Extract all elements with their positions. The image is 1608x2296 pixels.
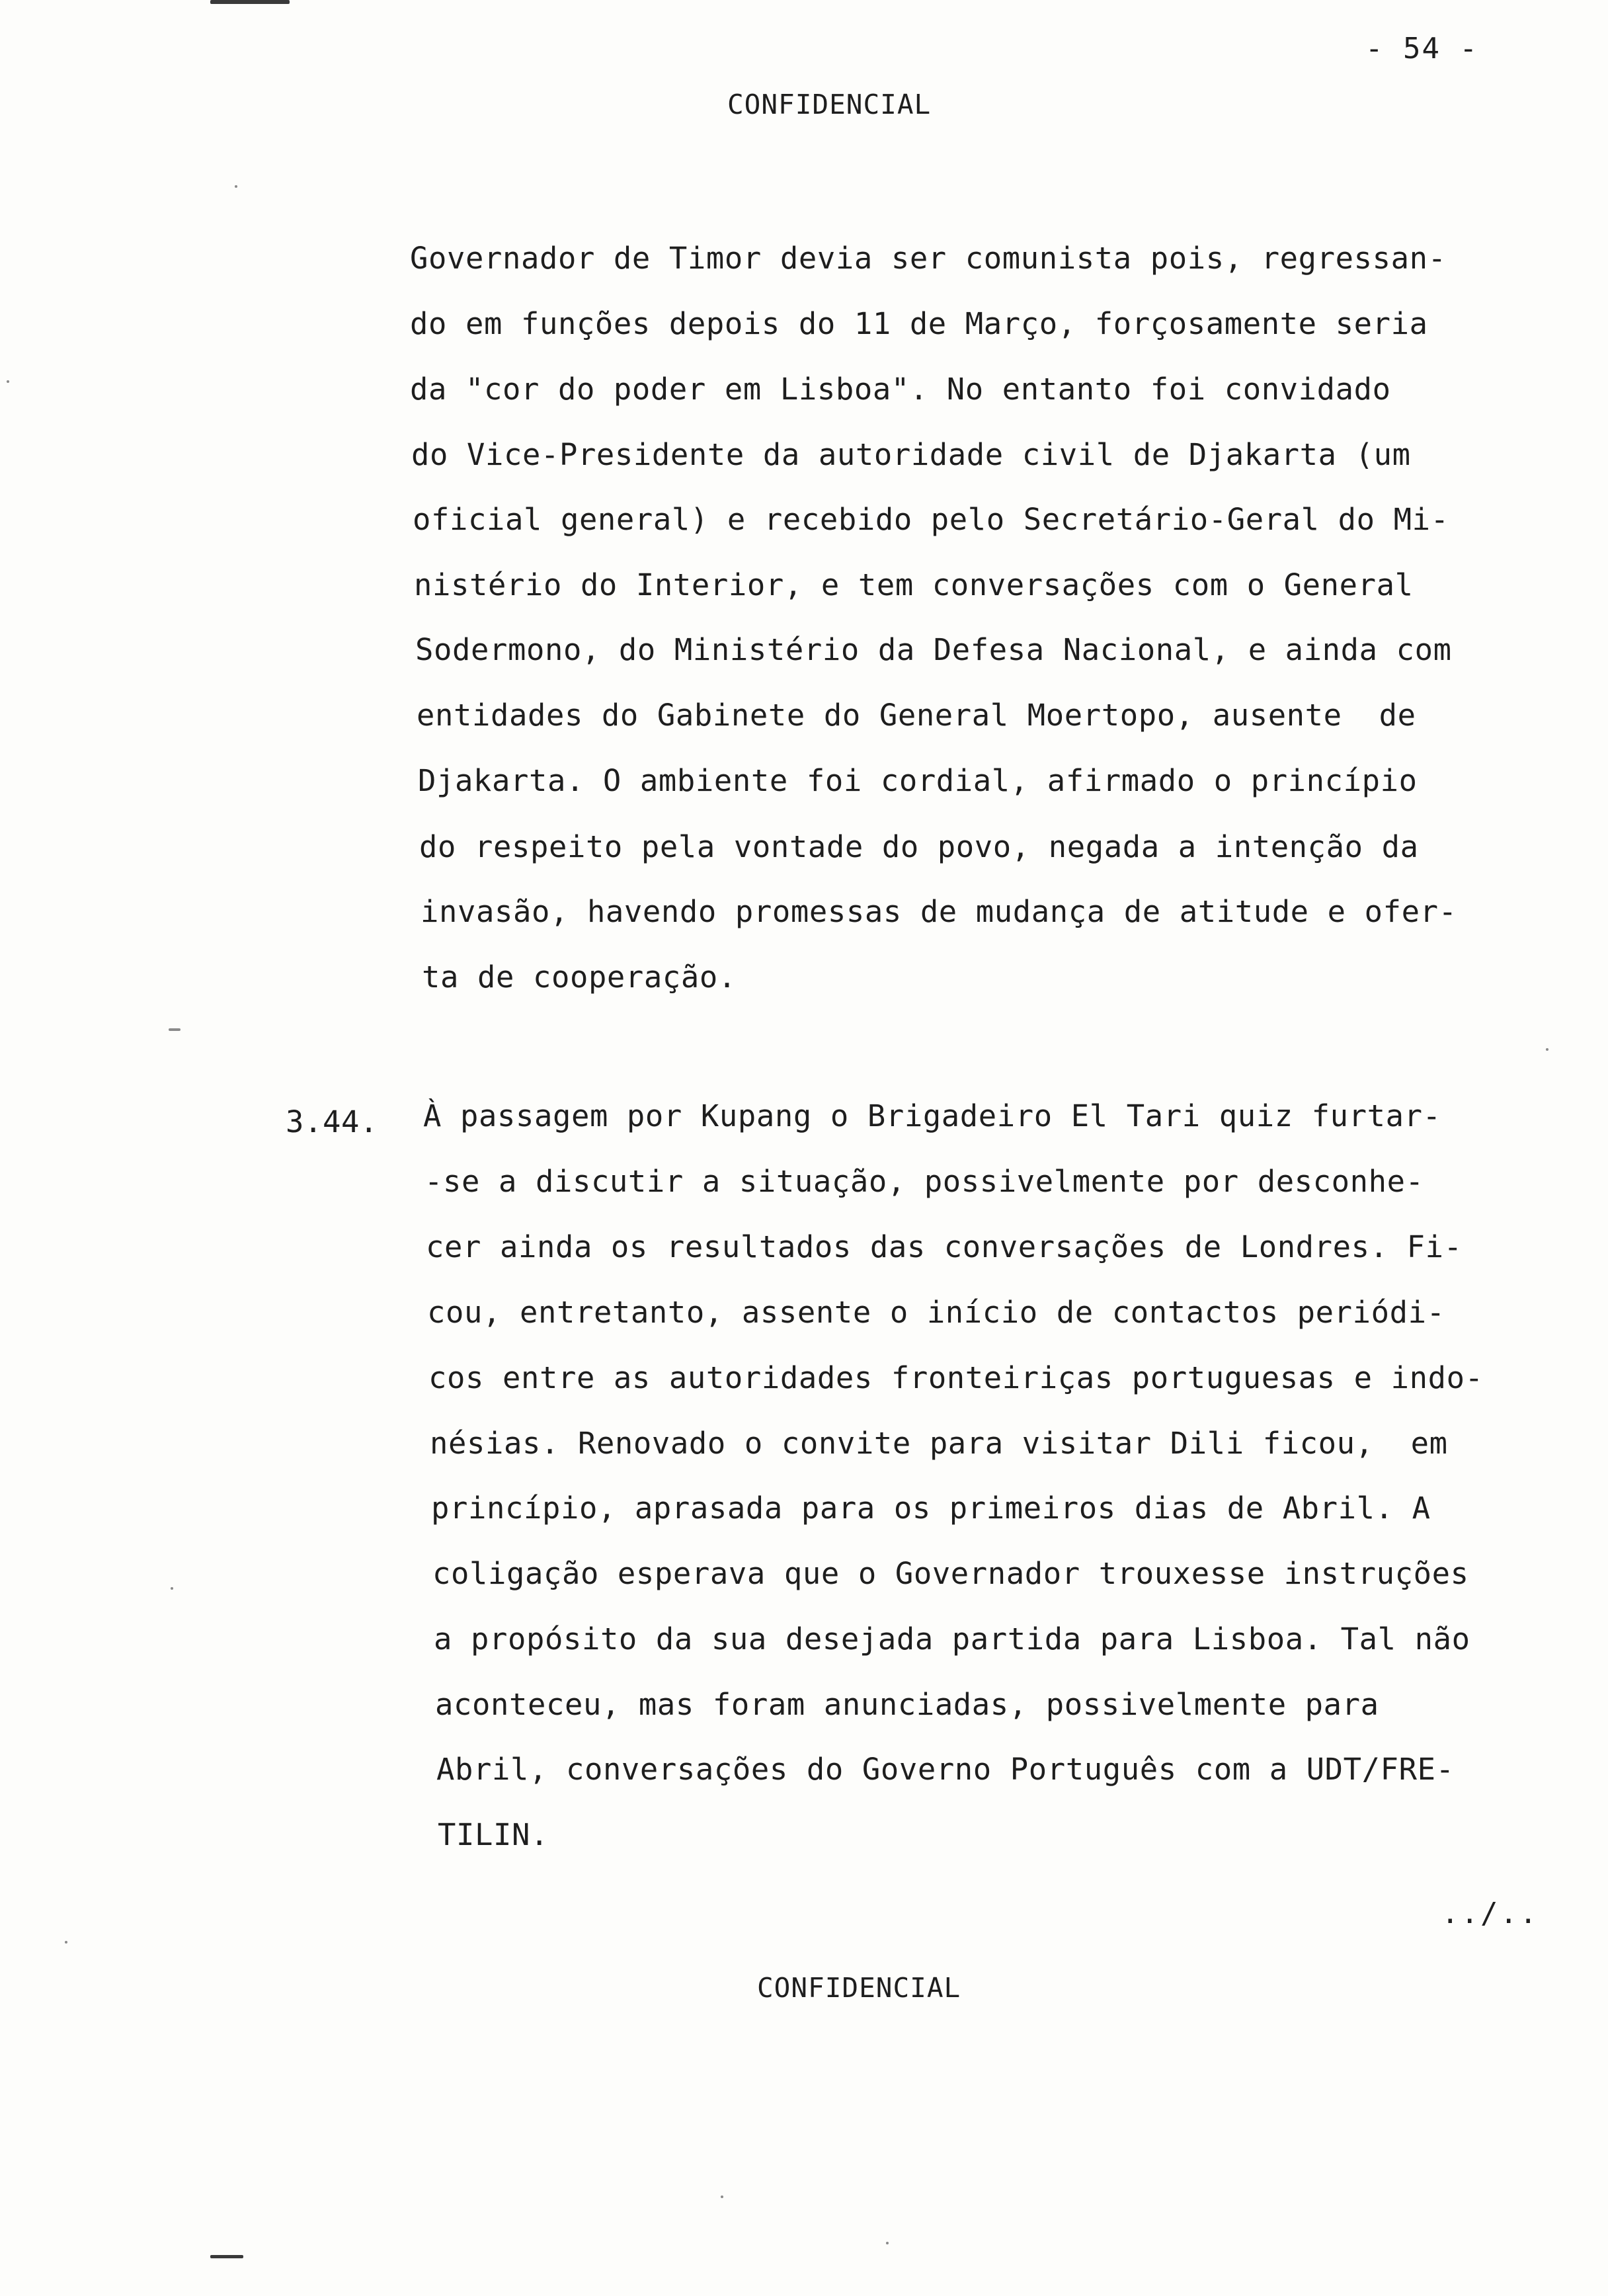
text-line: do respeito pela vontade do povo, negada a intenção da [419, 829, 1419, 864]
text-line: oficial general) e recebido pelo Secretário-Geral do Mi- [413, 502, 1449, 537]
text-line: nésias. Renovado o convite para visitar Dili ficou, em [430, 1426, 1448, 1461]
text-line: Djakarta. O ambiente foi cordial, afirmado o princípio [418, 763, 1418, 798]
scan-mark-bottom-left [210, 2255, 243, 2258]
classification-footer: CONFIDENCIAL [757, 1972, 961, 2004]
paragraph-number: 3.44. [286, 1104, 378, 1139]
text-line: da "cor do poder em Lisboa". No entanto foi convidado [410, 372, 1391, 407]
text-line: entidades do Gabinete do General Moertopo, ausente de [417, 698, 1416, 733]
classification-header: CONFIDENCIAL [727, 89, 932, 120]
text-line: TILIN. [438, 1817, 549, 1852]
text-line: Governador de Timor devia ser comunista pois, regressan- [410, 241, 1447, 276]
text-line: aconteceu, mas foram anunciadas, possivelmente para [435, 1687, 1379, 1722]
text-line: nistério do Interior, e tem conversações com o General [414, 567, 1414, 602]
scan-mark-top-left [210, 0, 290, 4]
speck [171, 1587, 173, 1590]
text-line: Sodermono, do Ministério da Defesa Nacional, e ainda com [415, 632, 1452, 667]
speck [169, 1028, 181, 1031]
speck [1546, 1048, 1548, 1051]
text-line: cou, entretanto, assente o início de contactos periódi- [427, 1295, 1445, 1330]
speck [721, 2195, 723, 2198]
text-line: do em funções depois do 11 de Março, forçosamente seria [410, 306, 1428, 341]
text-line: invasão, havendo promessas de mudança de atitude e ofer- [421, 894, 1457, 929]
speck [886, 2242, 889, 2244]
text-line: ta de cooperação. [422, 960, 737, 995]
text-line: cer ainda os resultados das conversações de Londres. Fi- [426, 1229, 1463, 1264]
speck [65, 1941, 67, 1944]
text-line: À passagem por Kupang o Brigadeiro El Tari quiz furtar- [423, 1098, 1441, 1133]
speck [7, 380, 9, 383]
text-line: princípio, aprasada para os primeiros dias de Abril. A [431, 1491, 1431, 1526]
text-line: a propósito da sua desejada partida para Lisboa. Tal não [434, 1621, 1470, 1657]
text-line: do Vice-Presidente da autoridade civil de Djakarta (um [411, 437, 1411, 472]
text-line: Abril, conversações do Governo Português com a UDT/FRE- [436, 1752, 1455, 1787]
speck [235, 185, 237, 188]
continuation-mark: ../.. [1441, 1897, 1539, 1930]
text-line: cos entre as autoridades fronteiriças portuguesas e indo- [428, 1360, 1484, 1395]
page-number: - 54 - [1365, 32, 1478, 65]
text-line: coligação esperava que o Governador trouxesse instruções [432, 1556, 1469, 1591]
text-line: -se a discutir a situação, possivelmente por desconhe- [424, 1164, 1424, 1199]
